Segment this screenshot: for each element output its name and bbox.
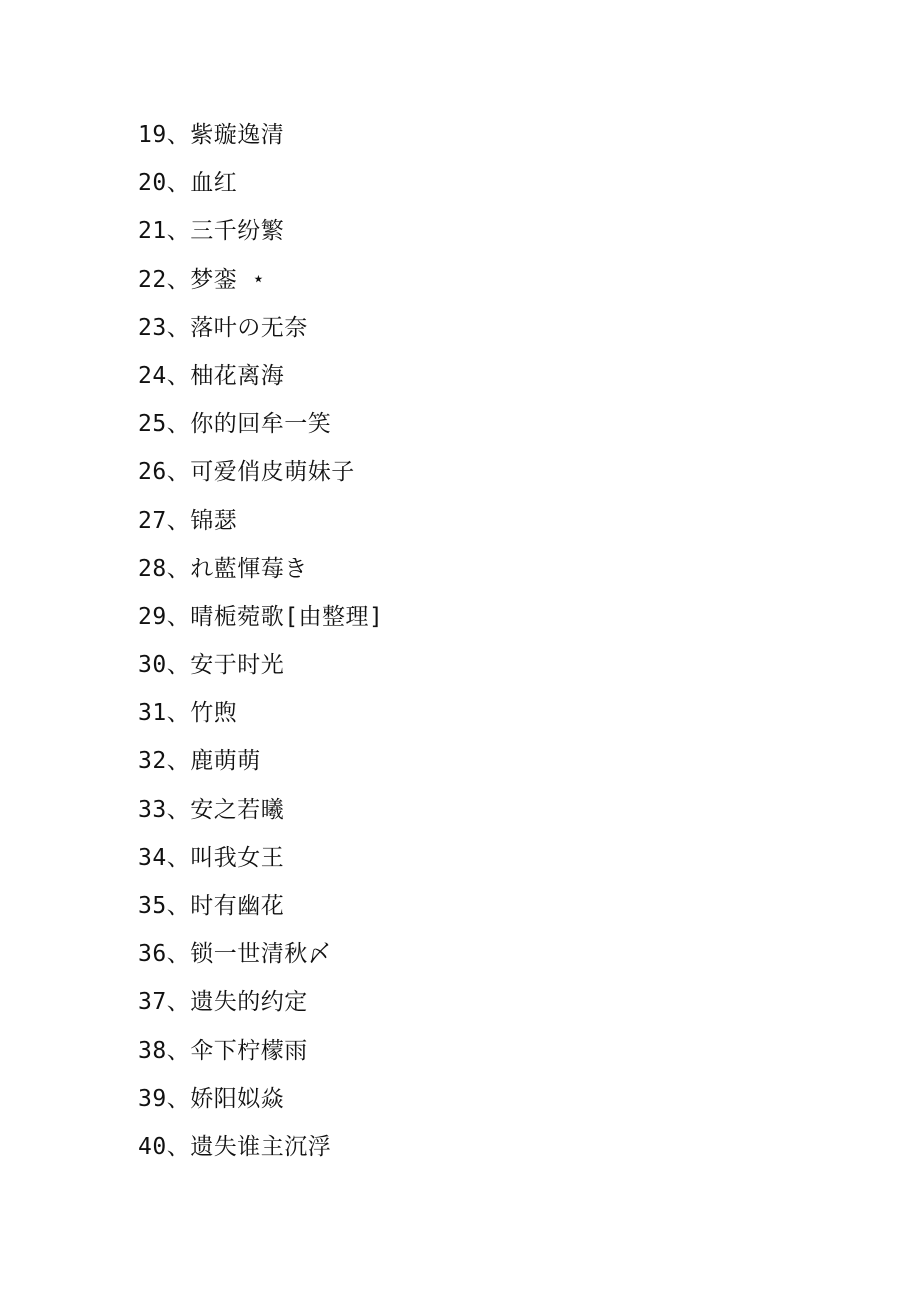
list-item: 33、安之若曦 [138,796,285,823]
list-item: 39、娇阳姒焱 [138,1085,285,1112]
list-item: 31、竹煦 [138,700,238,727]
list-item: 24、柚花离海 [138,362,285,389]
list-item: 19、紫璇逸清 [138,122,285,148]
name-list [138,118,383,1178]
list-item: 34、叫我女王 [138,844,285,871]
list-item: 22、梦銮 ⋆ [138,266,266,293]
list-item: 30、安于时光 [138,652,285,679]
list-item: 35、时有幽花 [138,893,285,919]
list-item: 21、三千纷繁 [138,218,285,245]
list-item: 38、伞下柠檬雨 [138,1037,308,1064]
list-item: 40、遗失谁主沉浮 [138,1133,332,1160]
list-item: 29、晴栀菀歌[由整理] [138,603,384,630]
list-item: 20、血红 [138,170,238,197]
list-item: 36、锁一世清秋〆 [138,941,332,968]
list-item: 25、你的回牟一笑 [138,411,332,438]
list-item: 27、锦瑟 [138,507,238,534]
list-item: 37、遗失的约定 [138,989,308,1016]
list-item: 23、落叶の无奈 [138,314,308,341]
list-item: 28、れ藍惲莓き [138,555,308,582]
list-item: 32、鹿萌萌 [138,748,261,775]
list-item: 26、可爱俏皮萌妹子 [138,459,355,486]
